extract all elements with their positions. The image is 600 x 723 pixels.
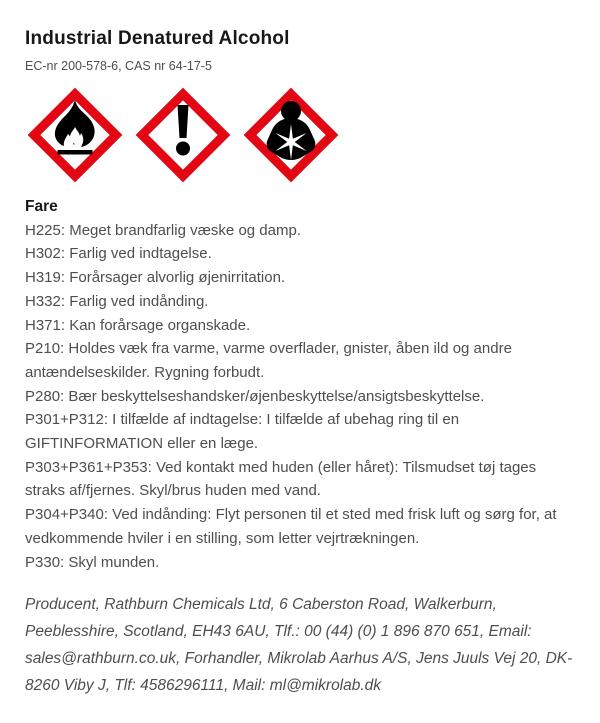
hazard-statement-h332: H332: Farlig ved indånding. [25, 292, 209, 310]
hazard-statement-h319: H319: Forårsager alvorlig øjenirritation. [25, 269, 286, 287]
hazard-statement-h225: H225: Meget brandfarlig væske og damp. [25, 221, 301, 239]
exclamation-mark-icon [133, 85, 233, 185]
product-identifiers: EC-nr 200-578-6, CAS nr 64-17-5 [25, 59, 212, 73]
precaution-statement-p304-p340: P304+P340: Ved indånding: Flyt personen til et sted med frisk luft og sørg for, at vedkommende hviler i en stilling, som letter vejrtrækningen. [25, 506, 557, 547]
precaution-statement-p330: P330: Skyl munden. [25, 553, 160, 571]
flame-icon [25, 85, 125, 185]
pictogram-row [25, 85, 575, 185]
precaution-statement-p210: P210: Holdes væk fra varme, varme overflader, gnister, åben ild og andre antændelseskilder. Rygning forbudt. [25, 340, 512, 381]
precaution-statement-p303-p361-p353: P303+P361+P353: Ved kontakt med huden (eller håret): Tilsmudset tøj tages straks af/fjernes. Skyl/brus huden med vand. [25, 458, 537, 500]
hazard-statement-h302: H302: Farlig ved indtagelse. [25, 245, 212, 263]
producer-info: Producent, Rathburn Chemicals Ltd, 6 Caberston Road, Walkerburn, Peeblesshire, Scotland, EH43 6AU, Tlf.: 00 (44) (0) 1 896 870 651, Email: sales@rathburn.co.uk, Forhandler, Mikrolab Aarhus A/S, Jens Juuls Vej 20, DK-8260 Viby J, Tlf: 4586296111, Mail: ml@mikrolab.dk [25, 596, 573, 695]
signal-word: Fare [25, 198, 58, 215]
hazard-statement-h371: H371: Kan forårsage organskade. [25, 316, 251, 334]
health-hazard-icon [241, 85, 341, 185]
precaution-statement-p280: P280: Bær beskyttelseshandsker/øjenbeskyttelse/ansigtsbeskyttelse. [25, 387, 485, 405]
precaution-statement-p301-p312: P301+P312: I tilfælde af indtagelse: I tilfælde af ubehag ring til en GIFTINFORMATION eller en læge. [25, 411, 460, 453]
product-title: Industrial Denatured Alcohol [25, 28, 290, 49]
